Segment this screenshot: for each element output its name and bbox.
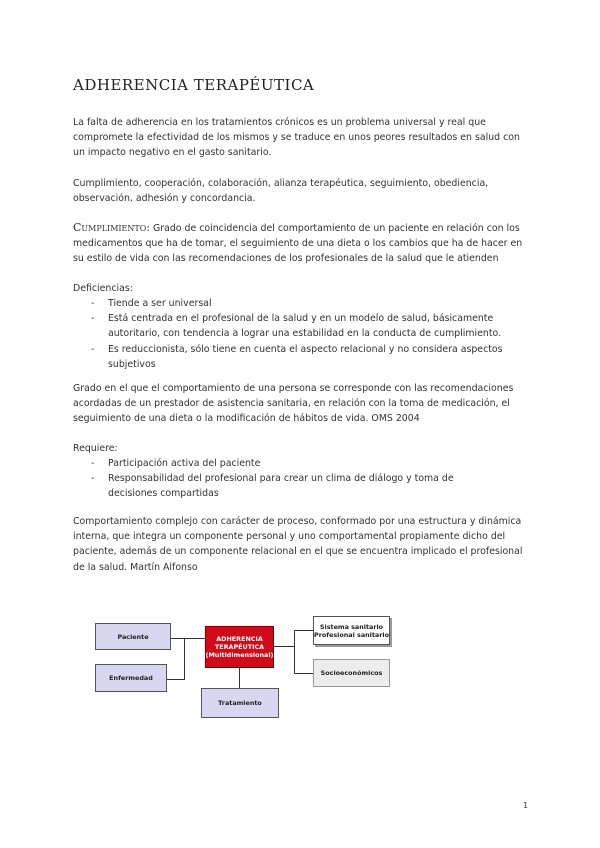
page-number: 1 xyxy=(523,801,529,810)
list-item: - Tiende a ser universal xyxy=(73,296,503,311)
center-line-3: (Multidimensional) xyxy=(205,651,274,659)
sistema-sanitario-node xyxy=(313,616,390,645)
martin-definition: Comportamiento complejo con carácter de proceso, conformado por una estructura y dinámica interna, que integra un componente personal y uno comportamental propiamente dicho del paciente, además de un componente relacional en el que se encuentra implicado el profesional de la salud. Martín Alfonso xyxy=(73,516,523,573)
cumplimiento-lead: Cumplimiento: xyxy=(73,221,150,234)
sistema-line-2: Profesional sanitario xyxy=(314,630,389,639)
requiere-list xyxy=(73,456,503,502)
connector-line xyxy=(294,630,313,631)
synonyms-paragraph: Cumplimiento, cooperación, colaboración, alianza terapéutica, seguimiento, obediencia, observación, adhesión y concordancia. xyxy=(73,178,489,205)
list-item: - Responsabilidad del profesional para crear un clima de diálogo y toma de decisiones compartidas xyxy=(73,471,503,501)
center-line-2: TERAPÉUTICA xyxy=(214,643,265,651)
requiere-heading: Requiere: xyxy=(73,443,118,454)
connector-line xyxy=(184,638,185,680)
sistema-line-1: Sistema sanitario xyxy=(319,622,384,631)
socioeconomicos-node: Socioeconómicos xyxy=(313,659,390,687)
connector-line xyxy=(239,668,240,688)
cumplimiento-text: Grado de coincidencia del comportamiento de un paciente en relación con los medicamentos que ha de tomar, el seguimiento de una dieta o los cambios que ha de hacer en su estilo de vida con las recomendaciones de los profesionales de la salud que le atienden xyxy=(73,223,523,265)
connector-line xyxy=(171,638,205,639)
page-title: ADHERENCIA TERAPÉUTICA xyxy=(73,76,315,94)
adherencia-center-node xyxy=(205,626,274,668)
connector-line xyxy=(167,679,185,680)
cumplimiento-definition xyxy=(73,220,533,267)
enfermedad-node: Enfermedad xyxy=(95,664,167,692)
deficiencias-heading: Deficiencias: xyxy=(73,283,133,294)
list-item: - Está centrada en el profesional de la salud y en un modelo de salud, básicamente autoritario, con tendencia a lograr una estabilidad en la conducta de cumplimiento. xyxy=(73,311,503,341)
connector-line xyxy=(294,673,313,674)
list-item: - Es reduccionista, sólo tiene en cuenta el aspecto relacional y no considera aspectos subjetivos xyxy=(73,342,503,372)
connector-line xyxy=(294,630,295,674)
oms-definition: Grado en el que el comportamiento de una persona se corresponde con las recomendaciones acordadas de un prestador de asistencia sanitaria, en relación con la toma de medicación, el seguimiento de una dieta o la modificación de hábitos de vida. OMS 2004 xyxy=(73,383,514,425)
intro-paragraph: La falta de adherencia en los tratamientos crónicos es un problema universal y real que compromete la efectividad de los mismos y se traduce en unos peores resultados en salud con un impacto negativo en el gasto sanitario. xyxy=(73,117,520,159)
tratamiento-node: Tratamiento xyxy=(201,688,279,718)
paciente-node: Paciente xyxy=(95,623,171,650)
center-line-1: ADHERENCIA xyxy=(216,635,263,643)
connector-line xyxy=(274,646,294,647)
list-item: - Participación activa del paciente xyxy=(73,456,503,471)
deficiencias-list xyxy=(73,296,503,372)
